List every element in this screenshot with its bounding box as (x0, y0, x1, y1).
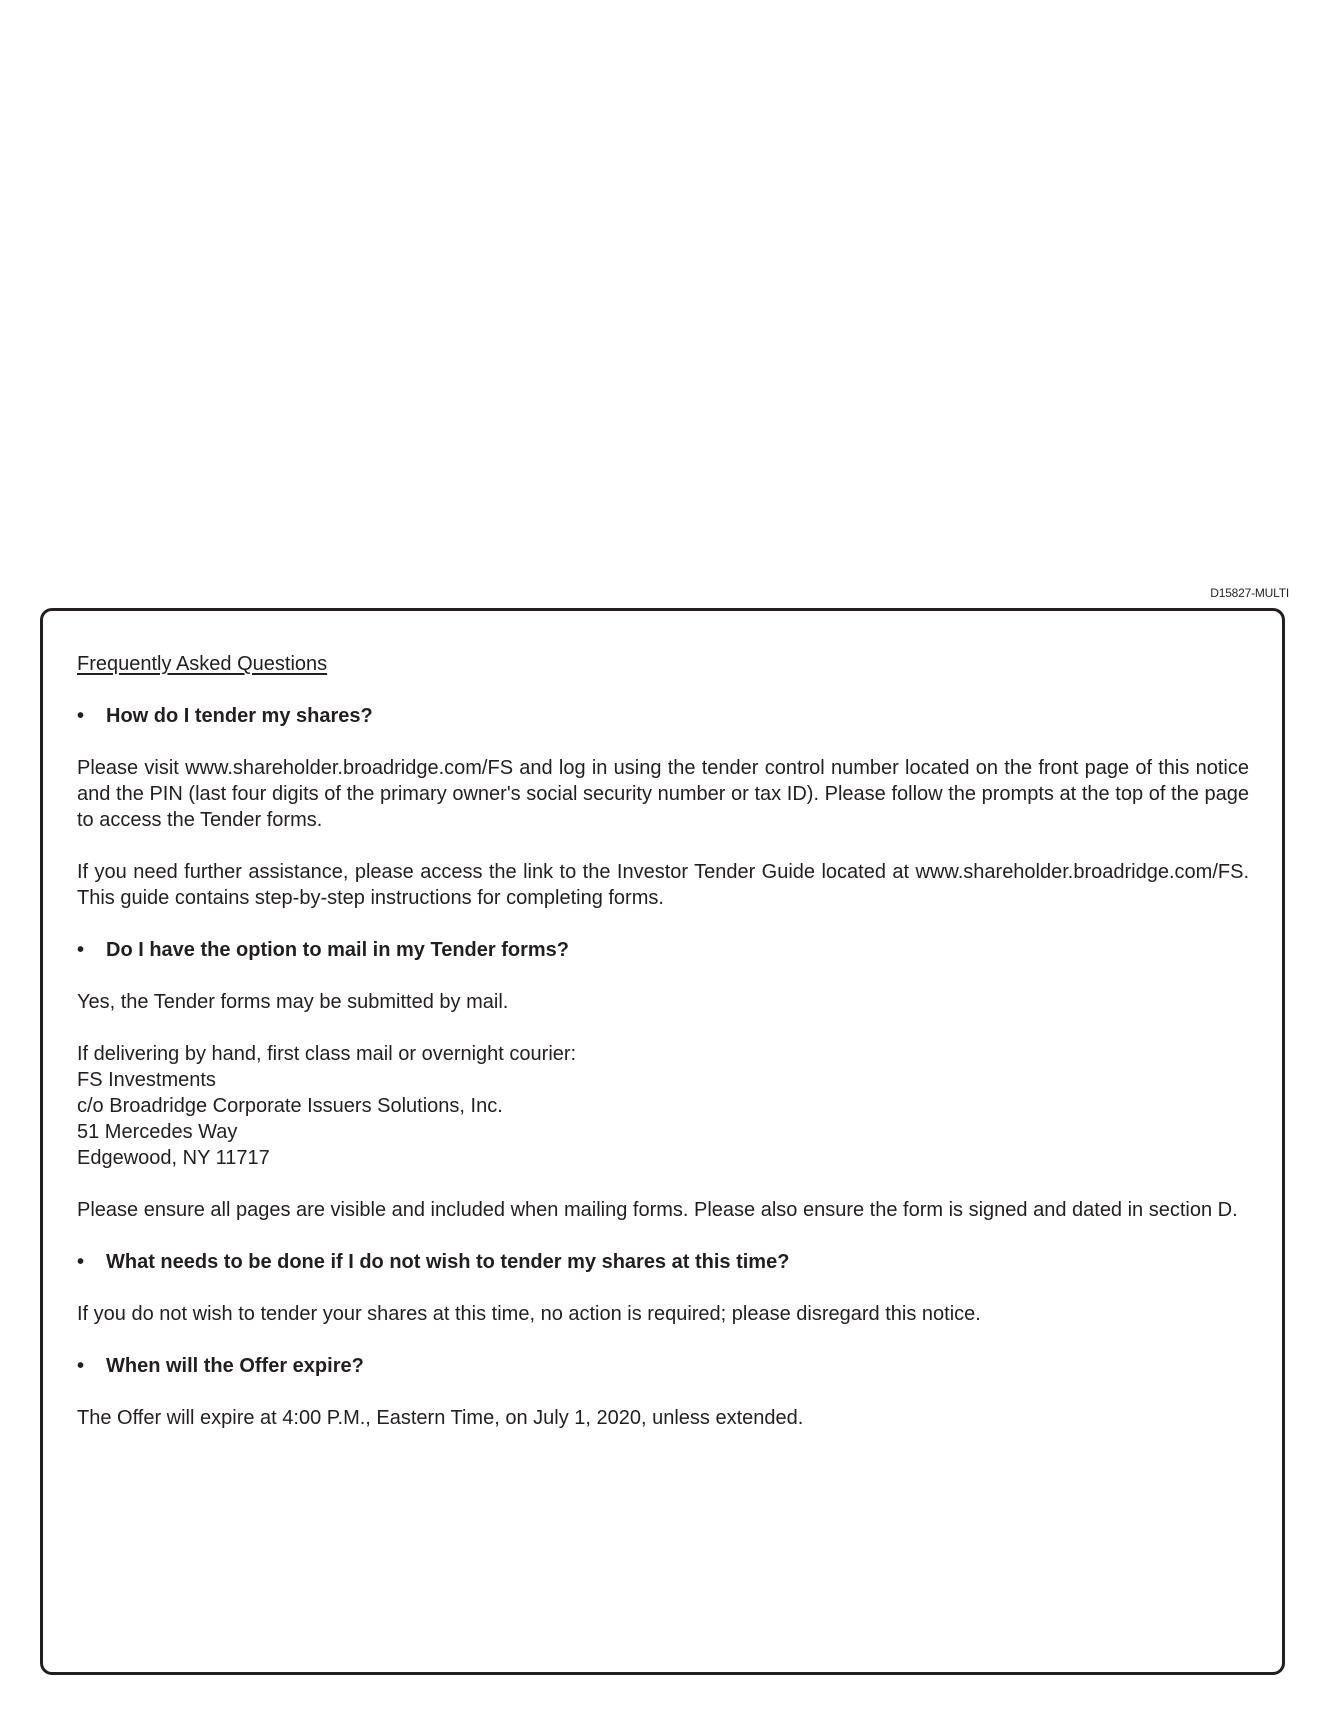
question-text: When will the Offer expire? (106, 1355, 364, 1377)
address-line: 51 Mercedes Way (77, 1121, 238, 1143)
address-line: FS Investments (77, 1069, 216, 1091)
faq-question-4 (77, 1353, 1249, 1379)
faq-answer-2b: Please ensure all pages are visible and included when mailing forms. Please also ensure the form is signed and dated in section D. (77, 1199, 1238, 1221)
faq-answer-4: The Offer will expire at 4:00 P.M., Eastern Time, on July 1, 2020, unless extended. (77, 1407, 804, 1429)
faq-answer-3: If you do not wish to tender your shares at this time, no action is required; please disregard this notice. (77, 1303, 981, 1325)
question-text: Do I have the option to mail in my Tender forms? (106, 939, 570, 961)
bullet-icon: • (77, 1251, 85, 1273)
address-line: Edgewood, NY 11717 (77, 1147, 270, 1169)
bullet-icon: • (77, 705, 85, 727)
document-code: D15827-MULTI (1210, 586, 1289, 600)
mailing-address-block (77, 1041, 1249, 1171)
faq-box (40, 608, 1285, 1675)
address-line: c/o Broadridge Corporate Issuers Solutions, Inc. (77, 1095, 503, 1117)
faq-question-1 (77, 703, 1249, 729)
bullet-icon: • (77, 939, 85, 961)
faq-question-2 (77, 937, 1249, 963)
faq-answer-2a: Yes, the Tender forms may be submitted by mail. (77, 991, 509, 1013)
bullet-icon: • (77, 1355, 85, 1377)
faq-answer-1a: Please visit www.shareholder.broadridge.com/FS and log in using the tender control number located on the front page of this notice and the PIN (last four digits of the primary owner's social security number or tax ID). Please follow the prompts at the top of the page to access the Tender forms. (77, 757, 1249, 831)
address-intro: If delivering by hand, first class mail or overnight courier: (77, 1043, 577, 1065)
faq-heading: Frequently Asked Questions (77, 653, 328, 675)
question-text: What needs to be done if I do not wish to tender my shares at this time? (106, 1251, 790, 1273)
faq-answer-1b: If you need further assistance, please access the link to the Investor Tender Guide located at www.shareholder.broadridge.com/FS. This guide contains step-by-step instructions for completing forms. (77, 861, 1249, 909)
question-text: How do I tender my shares? (106, 705, 373, 727)
faq-question-3 (77, 1249, 1249, 1275)
